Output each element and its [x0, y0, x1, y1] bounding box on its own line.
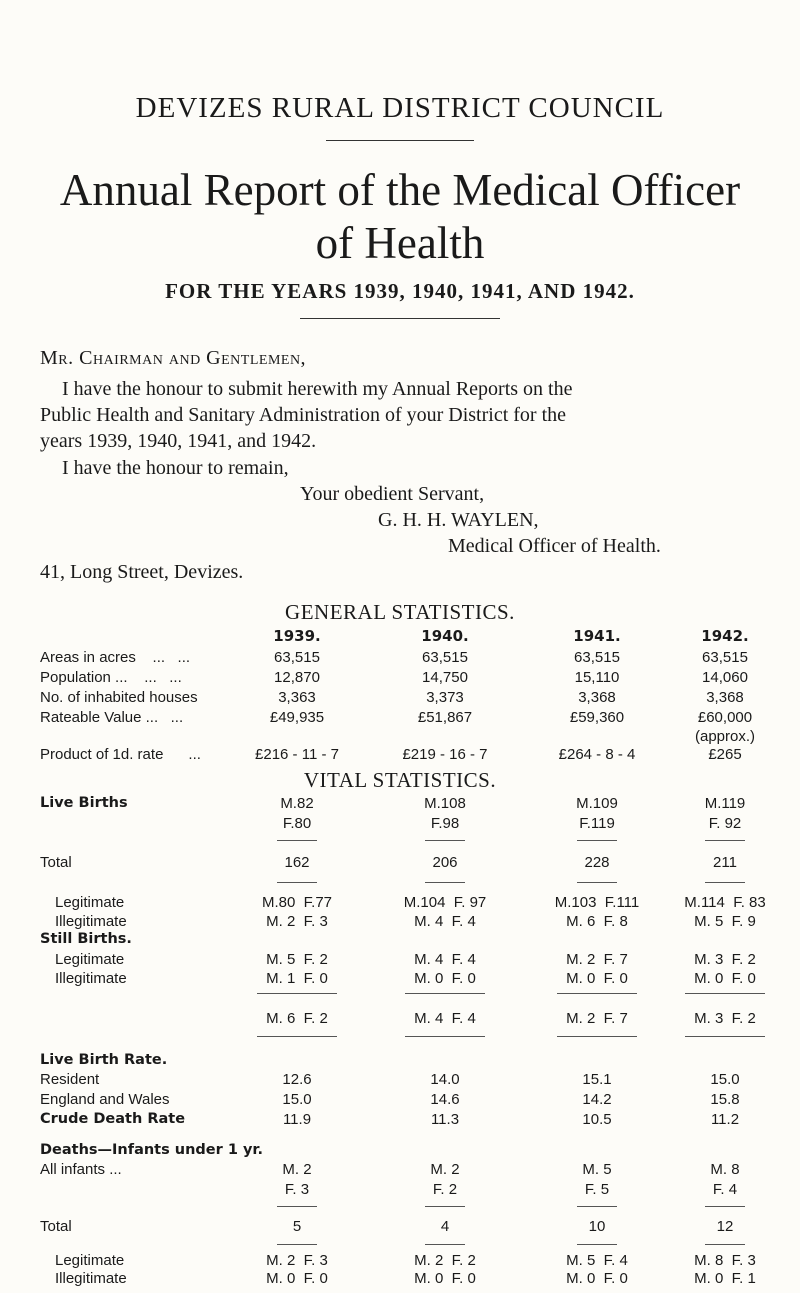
year-header: 1941.: [573, 627, 621, 645]
cell: M. 2 F. 3: [266, 1252, 328, 1269]
cell: M.119: [704, 795, 746, 812]
cell: M.104 F. 97: [403, 894, 487, 911]
cell: M.108: [424, 795, 466, 812]
letter-closing: Your obedient Servant,: [300, 483, 485, 505]
year-header: 1940.: [421, 627, 469, 645]
cell: M. 0 F. 0: [414, 1270, 476, 1287]
salutation: Mr. Chairman and Gentlemen,: [40, 347, 307, 369]
report-title: Annual Report of the Medical Officer: [59, 165, 741, 215]
row-label: Product of 1d. rate ...: [40, 746, 201, 763]
cell: M. 2: [430, 1161, 460, 1178]
cell: 206: [432, 854, 458, 871]
report-years: FOR THE YEARS 1939, 1940, 1941, AND 1942.: [165, 279, 635, 303]
cell: M.114 F. 83: [684, 894, 766, 911]
cell: 162: [284, 854, 310, 871]
cell: 11.2: [710, 1111, 740, 1128]
row-label: Crude Death Rate: [40, 1111, 186, 1127]
cell: M. 5 F. 4: [566, 1252, 628, 1269]
row-label: All infants ...: [40, 1161, 122, 1178]
row-label: Rateable Value ... ...: [40, 709, 184, 726]
cell: 12,870: [274, 669, 320, 686]
row-label: England and Wales: [40, 1091, 170, 1108]
cell: F. 5: [584, 1181, 610, 1198]
vital-statistics-heading: VITAL STATISTICS.: [303, 768, 497, 792]
cell: M. 4 F. 4: [414, 951, 476, 968]
cell: M.82: [280, 795, 314, 812]
cell: F. 2: [432, 1181, 458, 1198]
cell: 3,368: [578, 689, 616, 706]
cell: F.98: [430, 815, 460, 832]
cell: M.109: [576, 795, 618, 812]
row-label: Illegitimate: [55, 1270, 127, 1287]
cell: 4: [440, 1218, 450, 1235]
row-label: Population ... ... ...: [40, 669, 182, 686]
cell: M. 2 F. 3: [266, 913, 328, 930]
report-title-line2: of Health: [315, 218, 485, 268]
signature: G. H. H. WAYLEN,: [378, 509, 539, 531]
cell: M. 1 F. 0: [266, 970, 328, 987]
row-label: Legitimate: [55, 951, 125, 968]
year-header: 1942.: [701, 627, 749, 645]
cell: 15.8: [710, 1091, 740, 1108]
cell: 3,368: [706, 689, 744, 706]
cell: F.119: [579, 815, 615, 832]
row-label: Total: [40, 1218, 72, 1235]
cell: 15.0: [710, 1071, 740, 1088]
cell: 15.1: [582, 1071, 612, 1088]
cell: 10: [588, 1218, 606, 1235]
cell: 63,515: [702, 649, 748, 666]
cell: M. 2 F. 7: [566, 1010, 628, 1027]
cell: 14.0: [430, 1071, 460, 1088]
cell: M. 5 F. 9: [694, 913, 756, 930]
cell: M. 0 F. 0: [566, 1270, 628, 1287]
cell: M. 0 F. 1: [694, 1270, 756, 1287]
cell: M. 0 F. 0: [266, 1270, 328, 1287]
cell: 3,373: [426, 689, 464, 706]
cell: M. 3 F. 2: [694, 1010, 756, 1027]
cell: £49,935: [269, 709, 325, 726]
letter-line: I have the honour to submit herewith my Annual Reports on the: [62, 378, 573, 400]
row-label: Total: [40, 854, 72, 871]
row-label: Legitimate: [55, 894, 125, 911]
cell: M. 3 F. 2: [694, 951, 756, 968]
cell: M.80 F.77: [261, 894, 333, 911]
cell: F.80: [282, 815, 312, 832]
cell: 14.6: [430, 1091, 460, 1108]
cell: M. 2 F. 7: [566, 951, 628, 968]
cell: M. 0 F. 0: [566, 970, 628, 987]
cell: M. 2: [282, 1161, 312, 1178]
cell: £51,867: [417, 709, 473, 726]
cell: 14.2: [582, 1091, 612, 1108]
cell: 11.3: [430, 1111, 460, 1128]
cell: 12.6: [282, 1071, 312, 1088]
cell: 14,750: [422, 669, 468, 686]
cell: 10.5: [582, 1111, 612, 1128]
cell: 12: [716, 1218, 734, 1235]
cell: £59,360: [569, 709, 625, 726]
cell: M. 5: [582, 1161, 612, 1178]
cell: 211: [713, 854, 737, 871]
section-label: Deaths—Infants under 1 yr.: [40, 1142, 264, 1158]
row-label: Resident: [40, 1071, 100, 1088]
row-label: No. of inhabited houses: [40, 689, 198, 706]
cell: F. 92: [708, 815, 742, 832]
cell: M. 2 F. 2: [414, 1252, 476, 1269]
cell: 228: [584, 854, 610, 871]
cell: £265: [708, 746, 742, 763]
cell: £219 - 16 - 7: [402, 746, 488, 763]
cell: M.103 F.111: [554, 894, 640, 911]
address: 41, Long Street, Devizes.: [40, 561, 244, 583]
approx-note: (approx.): [694, 728, 756, 745]
section-label: Live Birth Rate.: [40, 1052, 168, 1068]
cell: M. 4 F. 4: [414, 913, 476, 930]
cell: M. 5 F. 2: [266, 951, 328, 968]
cell: 11.9: [282, 1111, 312, 1128]
cell: 63,515: [574, 649, 620, 666]
letter-line: Public Health and Sanitary Administration of your District for the: [40, 404, 567, 426]
divider: [300, 318, 500, 319]
council-name: DEVIZES RURAL DISTRICT COUNCIL: [135, 92, 665, 124]
row-label: Live Births: [40, 795, 128, 811]
letter-line: I have the honour to remain,: [62, 457, 289, 479]
cell: 3,363: [278, 689, 316, 706]
cell: M. 4 F. 4: [414, 1010, 476, 1027]
cell: M. 0 F. 0: [414, 970, 476, 987]
cell: 5: [292, 1218, 302, 1235]
cell: M. 8: [710, 1161, 740, 1178]
row-label: Areas in acres ... ...: [40, 649, 191, 666]
cell: 15.0: [282, 1091, 312, 1108]
row-label: Illegitimate: [55, 913, 127, 930]
year-header: 1939.: [273, 627, 321, 645]
row-label: Illegitimate: [55, 970, 127, 987]
cell: £264 - 8 - 4: [558, 746, 636, 763]
row-label: Legitimate: [55, 1252, 125, 1269]
cell: 63,515: [422, 649, 468, 666]
cell: 14,060: [702, 669, 748, 686]
section-label: Still Births.: [40, 931, 132, 947]
cell: F. 4: [712, 1181, 738, 1198]
cell: £216 - 11 - 7: [255, 746, 339, 763]
signature-role: Medical Officer of Health.: [448, 535, 661, 557]
letter-line: years 1939, 1940, 1941, and 1942.: [40, 430, 317, 452]
divider: [326, 140, 474, 141]
cell: M. 8 F. 3: [694, 1252, 756, 1269]
cell: F. 3: [284, 1181, 310, 1198]
cell: M. 6 F. 2: [266, 1010, 328, 1027]
cell: 15,110: [574, 669, 620, 686]
general-statistics-heading: GENERAL STATISTICS.: [285, 600, 515, 624]
cell: M. 6 F. 8: [566, 913, 628, 930]
cell: 63,515: [274, 649, 320, 666]
cell: £60,000: [697, 709, 753, 726]
cell: M. 0 F. 0: [694, 970, 756, 987]
